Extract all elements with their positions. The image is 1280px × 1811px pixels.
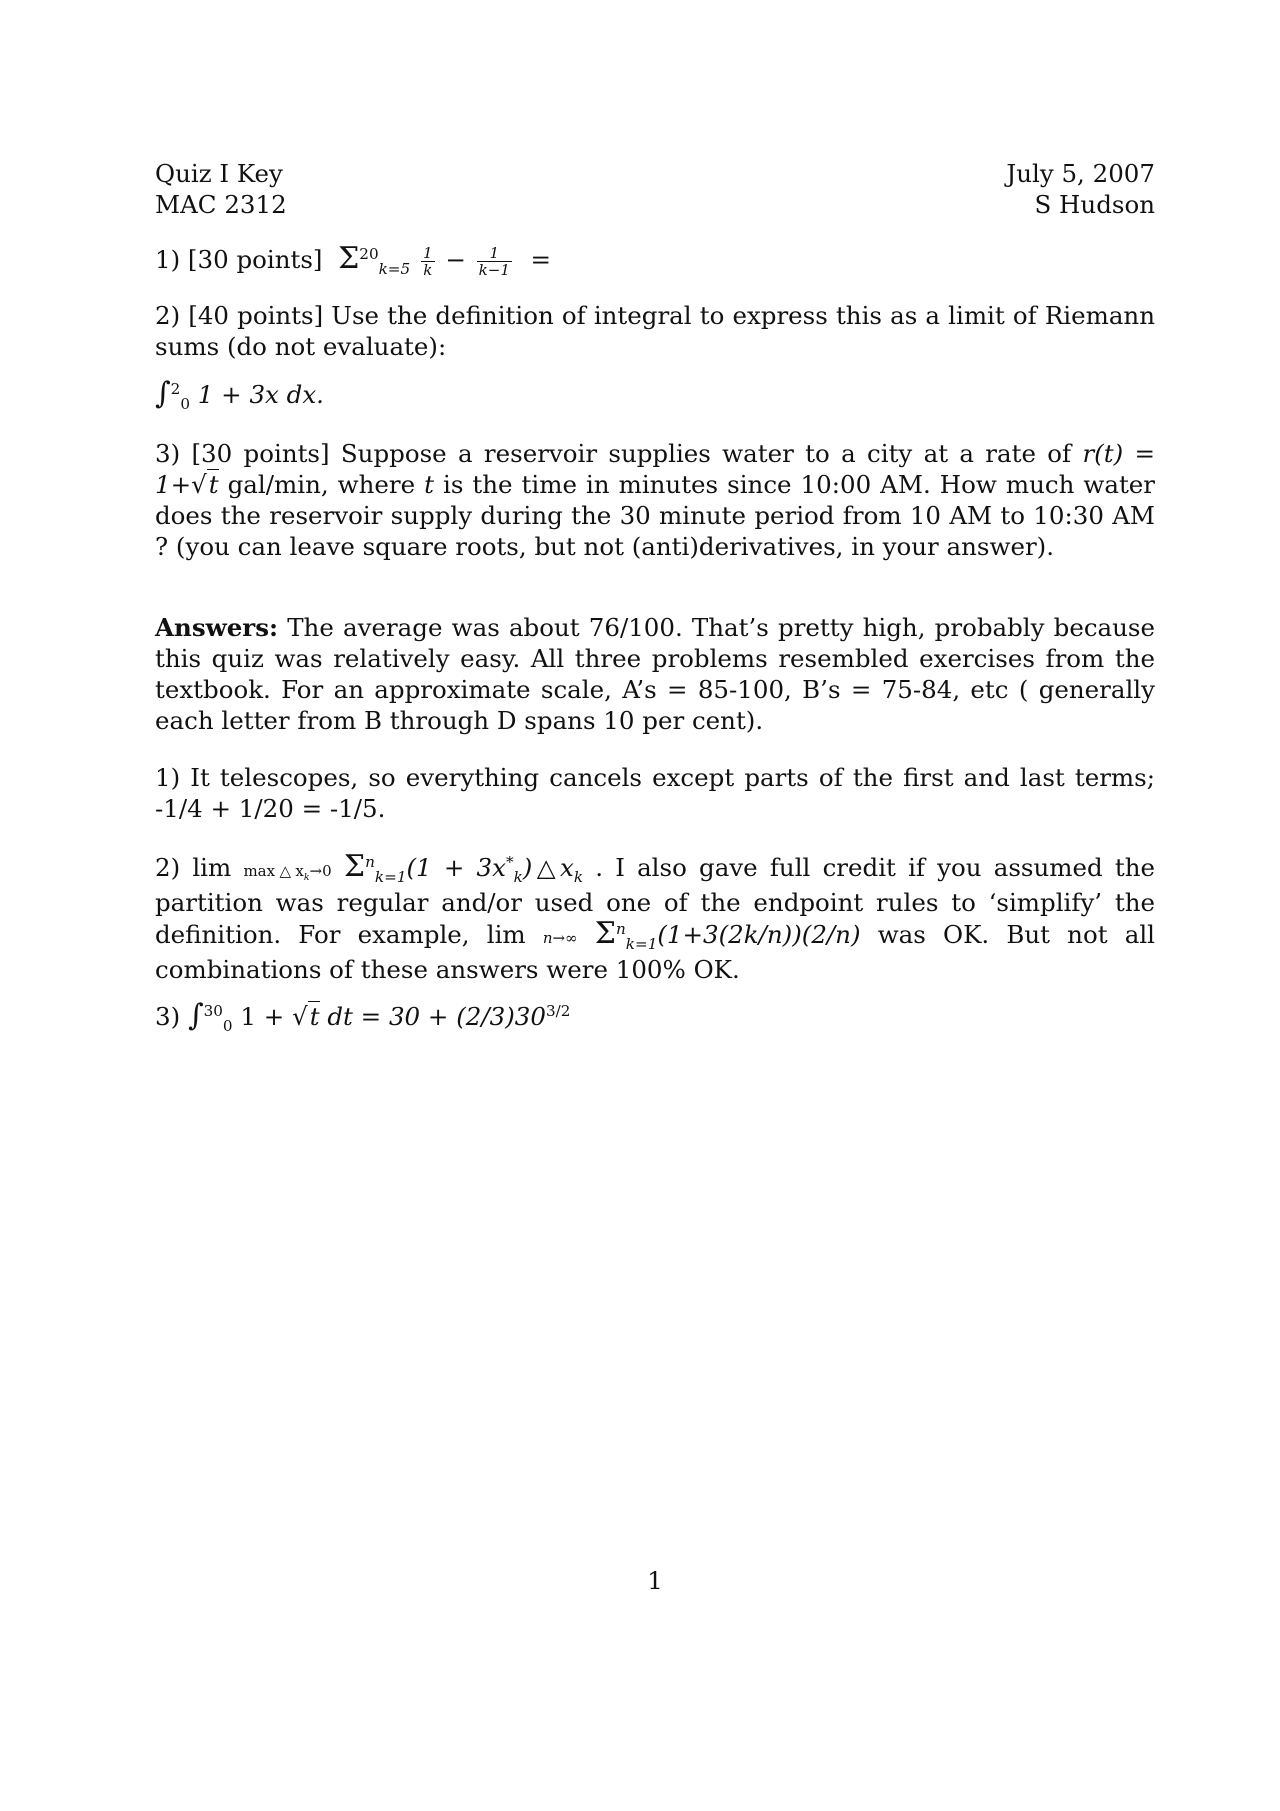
q1-frac1-num: 1 bbox=[423, 244, 433, 262]
a2-lim: 2) lim bbox=[155, 853, 232, 882]
a3-integral-symbol: ∫ bbox=[187, 998, 204, 1033]
a2-sum2-upper: n bbox=[615, 919, 626, 938]
a2-term2: (1+3(2k/n))(2/n) bbox=[657, 920, 861, 949]
q1-fraction-1 bbox=[421, 245, 435, 278]
page-number: 1 bbox=[647, 1566, 663, 1595]
q1-fraction-2 bbox=[477, 245, 512, 278]
a3-sqrt-var: t bbox=[309, 1002, 320, 1031]
quiz-date: July 5, 2007 bbox=[1006, 159, 1155, 188]
a3-int-lower: 0 bbox=[222, 1016, 233, 1035]
question-2-text: 2) [40 points] Use the definition of integral to express this as a limit of Riemann sums (do not evaluate): bbox=[155, 301, 1155, 361]
a3-exponent: 3/2 bbox=[545, 1001, 571, 1020]
q2-integrand: 1 + 3x dx. bbox=[197, 380, 324, 409]
q2-int-lower: 0 bbox=[180, 394, 190, 413]
document-page bbox=[155, 0, 1155, 1811]
header-left bbox=[155, 158, 287, 220]
q1-frac2-num: 1 bbox=[477, 245, 512, 262]
a3-before-sqrt: 1 + bbox=[232, 1002, 293, 1031]
answer-3 bbox=[155, 998, 1155, 1035]
a2-term-sub: k bbox=[513, 867, 523, 886]
a2-text-1: . I also gave full credit if you assumed the partition was regular and/or used one of the endpoint rules to ‘simplify’ the definition. For example, lim bbox=[155, 853, 1156, 949]
header-right bbox=[1006, 158, 1155, 220]
question-1: 1) [30 points] $\Sigma^{20}_{k=5}$ $\frac{1}{k}$ − $\frac{1}{k-1}$ = bbox=[155, 241, 551, 279]
a2-sum2-lower: k=1 bbox=[625, 934, 658, 953]
a2-lim2-subscript: n→∞ bbox=[542, 929, 578, 947]
course-code: MAC 2312 bbox=[155, 190, 287, 219]
q3-text-rest: is the time in minutes since 10:00 AM. How much water does the reservoir supply during the 30 minute period from 10 AM to 10:30 AM ? (you can leave square roots, but not (anti)derivatives, in your answer). bbox=[155, 470, 1155, 561]
a3-int-upper: 30 bbox=[203, 1001, 223, 1020]
q3-sqrt-var: t bbox=[208, 470, 219, 499]
q1-label: 1) [30 points] bbox=[155, 245, 323, 274]
a3-lead: 3) bbox=[155, 1002, 188, 1031]
a3-sqrt-symbol: √ bbox=[292, 1002, 308, 1031]
answers-heading: Answers: bbox=[155, 613, 279, 642]
a2-lim-subscript bbox=[243, 862, 332, 883]
a2-sum2-symbol: Σ bbox=[594, 916, 616, 951]
a2-lim-sub-main: max△x bbox=[243, 862, 304, 880]
a2-lim-sub-tail: →0 bbox=[309, 862, 332, 880]
answer-2 bbox=[155, 851, 1155, 985]
answers-summary bbox=[155, 612, 1155, 736]
q1-frac1-den: k bbox=[423, 261, 433, 279]
q1-sum-upper: 20 bbox=[359, 244, 379, 263]
a3-after: dt = 30 + (2/3)30 bbox=[319, 1002, 546, 1031]
q3-t-var: t bbox=[424, 470, 434, 499]
q3-text-before: 3) [30 points] Suppose a reservoir supplies water to a city at a rate of bbox=[155, 439, 1083, 468]
q3-rate: r(t) = 1+ bbox=[155, 439, 1156, 499]
a2-sum-upper: n bbox=[365, 852, 375, 871]
sum-symbol: Σ bbox=[338, 241, 360, 276]
q1-equals: = bbox=[530, 245, 551, 274]
answer-1: 1) It telescopes, so everything cancels except parts of the first and last terms; -1/4 + 1/20 = -1/5. bbox=[155, 763, 1155, 823]
quiz-title: Quiz I Key bbox=[155, 159, 283, 188]
a2-term-tail: )△x bbox=[522, 853, 574, 882]
a2-term: (1 + 3x bbox=[406, 853, 506, 882]
sqrt-symbol: √ bbox=[191, 470, 207, 499]
a2-sum-lower: k=1 bbox=[374, 867, 407, 886]
answers-summary-text: The average was about 76/100. That’s pretty high, probably because this quiz was relatively easy. All three problems resembled exercises from the textbook. For an approximate scale, A’s = 85-100, B’s = 75-84, etc ( generally each letter from B through D spans 10 per cent). bbox=[155, 613, 1155, 735]
q1-sum-lower: k=5 bbox=[378, 259, 411, 278]
q2-int-upper: 2 bbox=[170, 379, 181, 398]
a2-text-2: was OK. But not all combinations of these answers were 100% OK. bbox=[155, 920, 1155, 984]
a2-lim-sub-k: k bbox=[303, 872, 310, 883]
author-name: S Hudson bbox=[1034, 190, 1155, 219]
q1-frac2-den: k−1 bbox=[478, 261, 510, 279]
question-3 bbox=[155, 438, 1155, 562]
a2-term-sup: * bbox=[505, 852, 514, 871]
a2-sum-symbol: Σ bbox=[343, 849, 366, 884]
integral-symbol: ∫ bbox=[155, 376, 171, 411]
q3-text-after: gal/min, where bbox=[218, 470, 425, 499]
question-2-integral bbox=[155, 376, 1155, 413]
a2-term-tail-sub: k bbox=[573, 867, 584, 886]
